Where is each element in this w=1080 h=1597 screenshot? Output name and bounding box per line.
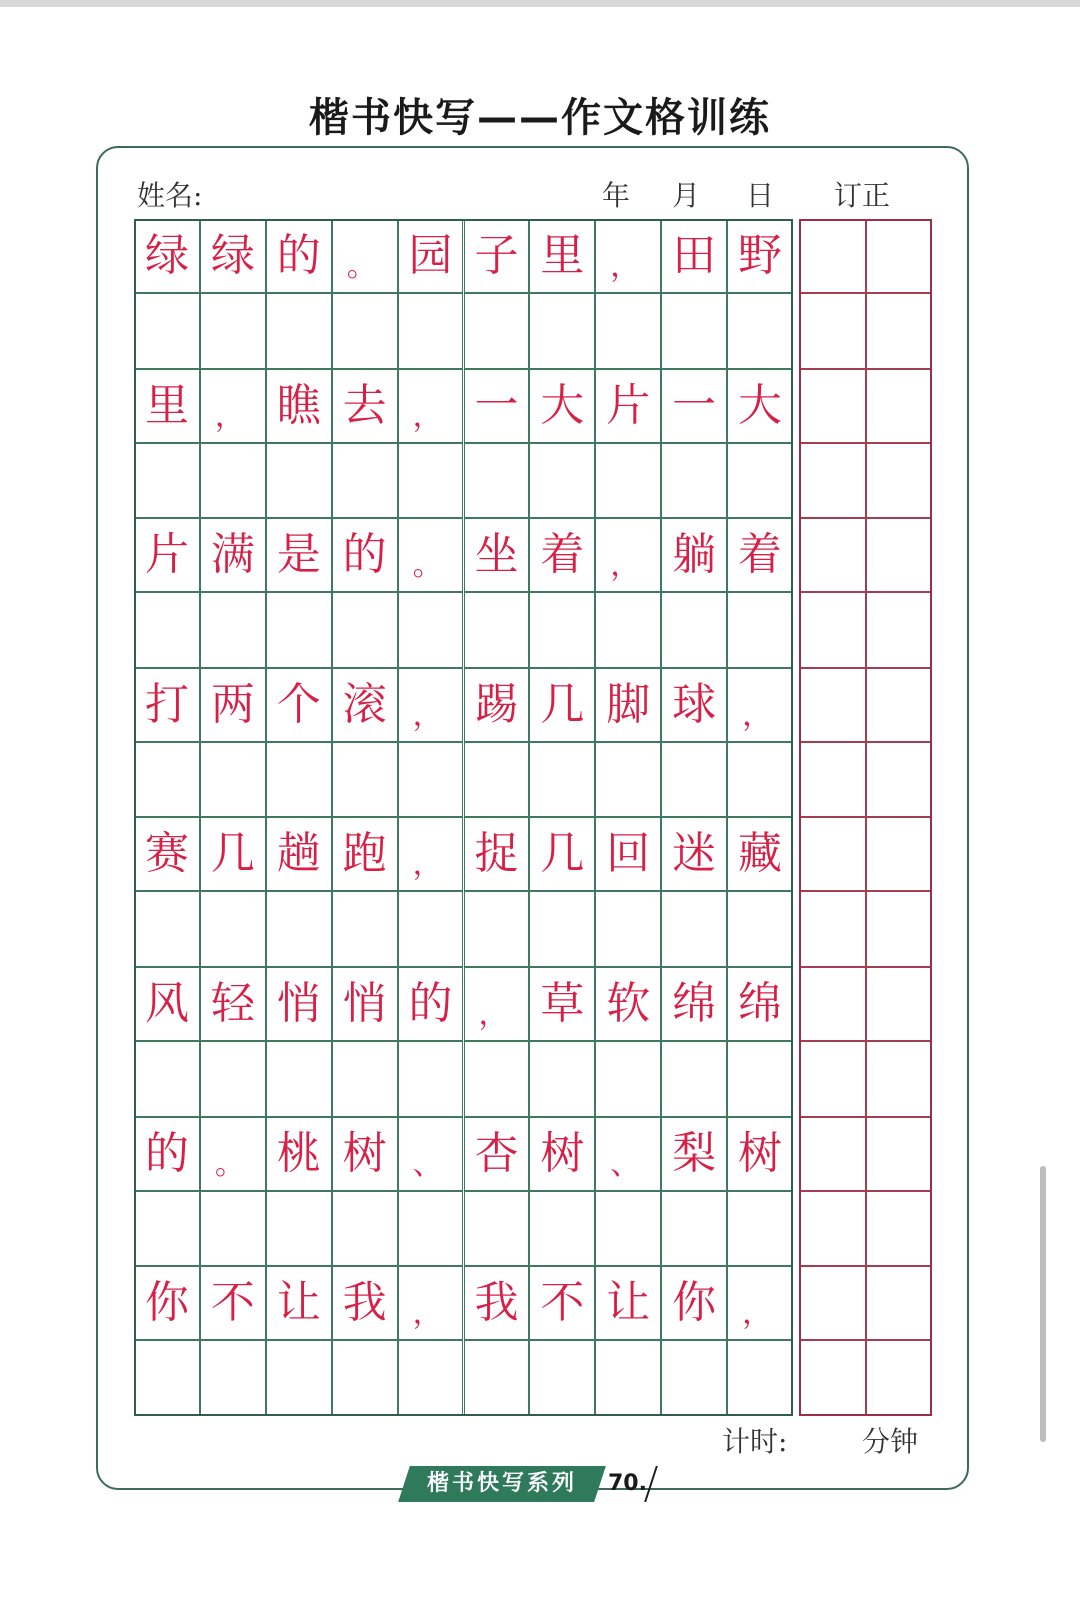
blank-cell <box>727 891 793 967</box>
blank-cell <box>398 1191 464 1267</box>
writing-cell: 轻 <box>200 967 266 1041</box>
writing-cell: 一 <box>464 369 530 443</box>
writing-cell: 几 <box>200 817 266 891</box>
blank-cell <box>266 443 332 519</box>
blank-cell <box>661 1191 727 1267</box>
writing-cell: ， <box>398 369 464 443</box>
blank-cell <box>332 1191 398 1267</box>
writing-cell: 的 <box>134 1117 200 1191</box>
writing-cell: ， <box>595 518 661 592</box>
blank-cell <box>200 443 266 519</box>
timer-unit: 分钟 <box>862 1425 919 1458</box>
writing-cell: 大 <box>727 369 793 443</box>
blank-cell <box>464 592 530 668</box>
writing-cell: 、 <box>398 1117 464 1191</box>
blank-cell <box>727 1340 793 1416</box>
writing-cell: 两 <box>200 668 266 742</box>
blank-cell <box>332 443 398 519</box>
blank-cell <box>134 891 200 967</box>
writing-cell: ， <box>727 668 793 742</box>
writing-cell: 风 <box>134 967 200 1041</box>
blank-cell <box>464 1340 530 1416</box>
correction-cell <box>799 817 866 891</box>
blank-cell <box>134 1340 200 1416</box>
writing-cell: ， <box>200 369 266 443</box>
blank-cell <box>332 891 398 967</box>
blank-cell <box>727 742 793 818</box>
writing-cell: 让 <box>266 1266 332 1340</box>
timer-label: 计时: <box>722 1425 788 1458</box>
correction-cell <box>799 1041 866 1117</box>
blank-cell <box>464 1191 530 1267</box>
blank-cell <box>595 293 661 369</box>
blank-cell <box>398 443 464 519</box>
writing-cell: 几 <box>529 668 595 742</box>
writing-cell: 捉 <box>464 817 530 891</box>
correction-label: 订正 <box>834 179 891 212</box>
blank-cell <box>134 1191 200 1267</box>
correction-cell <box>799 742 866 818</box>
blank-cell <box>595 443 661 519</box>
writing-cell: 、 <box>595 1117 661 1191</box>
blank-cell <box>727 443 793 519</box>
writing-cell: 绵 <box>661 967 727 1041</box>
blank-cell <box>727 1041 793 1117</box>
day-label: 日 <box>746 179 775 212</box>
month-label: 月 <box>672 179 701 212</box>
blank-cell <box>595 1340 661 1416</box>
writing-cell: 趟 <box>266 817 332 891</box>
writing-cell: 一 <box>661 369 727 443</box>
blank-cell <box>200 293 266 369</box>
blank-cell <box>529 1041 595 1117</box>
blank-cell <box>200 1340 266 1416</box>
writing-cell: ， <box>727 1266 793 1340</box>
writing-cell: 的 <box>266 219 332 293</box>
writing-cell: 躺 <box>661 518 727 592</box>
writing-cell: 不 <box>200 1266 266 1340</box>
blank-cell <box>134 293 200 369</box>
blank-cell <box>266 1340 332 1416</box>
correction-cell <box>866 1117 933 1191</box>
blank-cell <box>661 742 727 818</box>
blank-cell <box>332 293 398 369</box>
top-status-strip <box>0 0 1080 7</box>
year-label: 年 <box>602 179 631 212</box>
writing-cell: 片 <box>134 518 200 592</box>
blank-cell <box>727 293 793 369</box>
correction-cell <box>866 1041 933 1117</box>
writing-cell: 让 <box>595 1266 661 1340</box>
blank-cell <box>595 742 661 818</box>
writing-cell: 脚 <box>595 668 661 742</box>
writing-cell: 绵 <box>727 967 793 1041</box>
writing-cell: 。 <box>200 1117 266 1191</box>
correction-cell <box>799 293 866 369</box>
blank-cell <box>266 1191 332 1267</box>
correction-cell <box>866 891 933 967</box>
blank-cell <box>661 293 727 369</box>
blank-cell <box>134 1041 200 1117</box>
blank-cell <box>332 1340 398 1416</box>
writing-cell: 滚 <box>332 668 398 742</box>
writing-cell: 是 <box>266 518 332 592</box>
writing-cell: 踢 <box>464 668 530 742</box>
writing-cell: ， <box>398 1266 464 1340</box>
blank-cell <box>332 592 398 668</box>
writing-cell: 几 <box>529 817 595 891</box>
correction-cell <box>799 592 866 668</box>
blank-cell <box>529 1340 595 1416</box>
writing-cell: 迷 <box>661 817 727 891</box>
page-title: 楷书快写——作文格训练 <box>309 95 771 141</box>
writing-cell: ， <box>595 219 661 293</box>
blank-cell <box>727 592 793 668</box>
writing-cell: 着 <box>529 518 595 592</box>
correction-cell <box>799 518 866 592</box>
writing-cell: 球 <box>661 668 727 742</box>
correction-cell <box>799 891 866 967</box>
writing-cell: 个 <box>266 668 332 742</box>
blank-cell <box>398 1340 464 1416</box>
blank-cell <box>464 293 530 369</box>
writing-cell: 园 <box>398 219 464 293</box>
correction-cell <box>866 293 933 369</box>
correction-cell <box>866 742 933 818</box>
blank-cell <box>398 293 464 369</box>
blank-cell <box>266 891 332 967</box>
name-label: 姓名: <box>137 179 203 212</box>
writing-cell: 悄 <box>266 967 332 1041</box>
blank-cell <box>266 1041 332 1117</box>
writing-cell: 跑 <box>332 817 398 891</box>
blank-cell <box>529 1191 595 1267</box>
writing-cell: 打 <box>134 668 200 742</box>
correction-cell <box>866 443 933 519</box>
correction-cell <box>799 668 866 742</box>
blank-cell <box>200 1041 266 1117</box>
correction-cell <box>866 1266 933 1340</box>
footer-series-label: 楷书快写系列 <box>426 1471 577 1496</box>
writing-cell: 梨 <box>661 1117 727 1191</box>
blank-cell <box>661 891 727 967</box>
writing-cell: 瞧 <box>266 369 332 443</box>
writing-cell: 。 <box>398 518 464 592</box>
page-number: 70. <box>608 1471 647 1496</box>
correction-cell <box>866 1191 933 1267</box>
blank-cell <box>529 443 595 519</box>
writing-cell: 的 <box>332 518 398 592</box>
writing-cell: 你 <box>661 1266 727 1340</box>
writing-cell: 我 <box>464 1266 530 1340</box>
blank-cell <box>134 742 200 818</box>
blank-cell <box>200 742 266 818</box>
writing-cell: 绿 <box>200 219 266 293</box>
blank-cell <box>200 592 266 668</box>
blank-cell <box>595 1041 661 1117</box>
writing-cell: 里 <box>134 369 200 443</box>
writing-cell: 不 <box>529 1266 595 1340</box>
blank-cell <box>200 891 266 967</box>
blank-cell <box>464 1041 530 1117</box>
writing-cell: 草 <box>529 967 595 1041</box>
correction-cell <box>799 1191 866 1267</box>
writing-cell: 满 <box>200 518 266 592</box>
blank-cell <box>398 891 464 967</box>
blank-cell <box>595 592 661 668</box>
blank-cell <box>661 443 727 519</box>
writing-cell: 着 <box>727 518 793 592</box>
writing-cell: ， <box>398 817 464 891</box>
blank-cell <box>398 1041 464 1117</box>
writing-cell: 树 <box>529 1117 595 1191</box>
blank-cell <box>266 742 332 818</box>
blank-cell <box>134 443 200 519</box>
blank-cell <box>529 891 595 967</box>
correction-cell <box>866 967 933 1041</box>
correction-cell <box>799 967 866 1041</box>
blank-cell <box>595 891 661 967</box>
correction-cell <box>799 219 866 293</box>
writing-cell: 坐 <box>464 518 530 592</box>
writing-cell: 我 <box>332 1266 398 1340</box>
writing-cell: 赛 <box>134 817 200 891</box>
writing-cell: ， <box>464 967 530 1041</box>
correction-cell <box>799 1266 866 1340</box>
correction-cell <box>866 219 933 293</box>
writing-cell: 去 <box>332 369 398 443</box>
writing-cell: 里 <box>529 219 595 293</box>
blank-cell <box>595 1191 661 1267</box>
writing-cell: ， <box>398 668 464 742</box>
blank-cell <box>529 293 595 369</box>
writing-cell: 回 <box>595 817 661 891</box>
correction-cell <box>866 592 933 668</box>
correction-cell <box>799 1340 866 1416</box>
blank-cell <box>464 443 530 519</box>
blank-cell <box>266 592 332 668</box>
blank-cell <box>661 1340 727 1416</box>
blank-cell <box>398 592 464 668</box>
blank-cell <box>134 592 200 668</box>
blank-cell <box>332 1041 398 1117</box>
blank-cell <box>727 1191 793 1267</box>
blank-cell <box>529 742 595 818</box>
correction-cell <box>866 1340 933 1416</box>
writing-cell: 软 <box>595 967 661 1041</box>
writing-cell: 你 <box>134 1266 200 1340</box>
scrollbar[interactable] <box>1040 1166 1046 1442</box>
writing-cell: 绿 <box>134 219 200 293</box>
writing-cell: 片 <box>595 369 661 443</box>
writing-cell: 杏 <box>464 1117 530 1191</box>
correction-cell <box>866 369 933 443</box>
blank-cell <box>661 592 727 668</box>
writing-cell: 大 <box>529 369 595 443</box>
correction-cell <box>799 443 866 519</box>
writing-cell: 野 <box>727 219 793 293</box>
correction-cell <box>799 1117 866 1191</box>
writing-cell: 。 <box>332 219 398 293</box>
writing-cell: 田 <box>661 219 727 293</box>
writing-cell: 悄 <box>332 967 398 1041</box>
correction-cell <box>866 518 933 592</box>
blank-cell <box>661 1041 727 1117</box>
blank-cell <box>398 742 464 818</box>
writing-cell: 藏 <box>727 817 793 891</box>
correction-cell <box>799 369 866 443</box>
writing-cell: 树 <box>727 1117 793 1191</box>
blank-cell <box>464 891 530 967</box>
blank-cell <box>266 293 332 369</box>
writing-cell: 子 <box>464 219 530 293</box>
blank-cell <box>529 592 595 668</box>
blank-cell <box>464 742 530 818</box>
blank-cell <box>332 742 398 818</box>
writing-cell: 的 <box>398 967 464 1041</box>
correction-cell <box>866 668 933 742</box>
blank-cell <box>200 1191 266 1267</box>
writing-cell: 桃 <box>266 1117 332 1191</box>
correction-cell <box>866 817 933 891</box>
writing-cell: 树 <box>332 1117 398 1191</box>
